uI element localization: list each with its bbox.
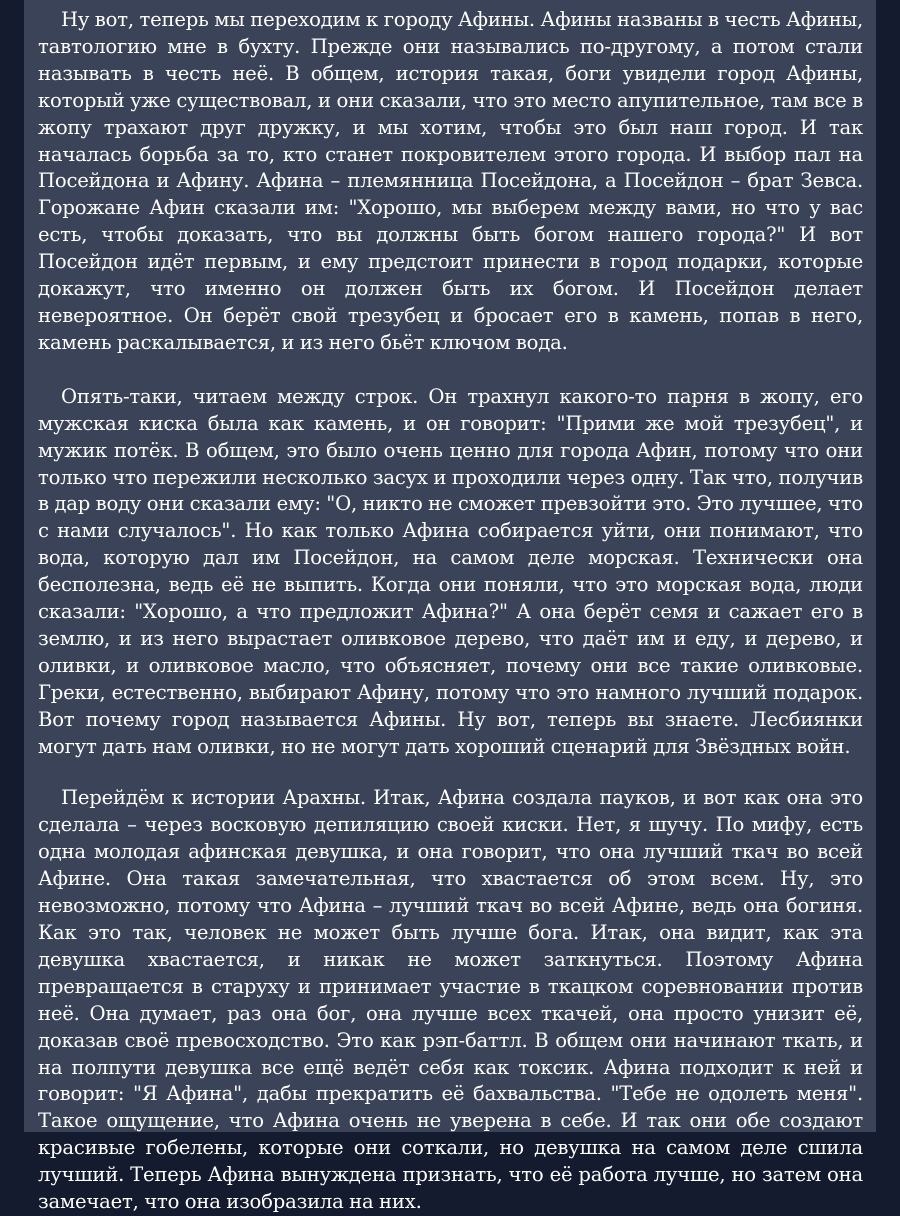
paragraph: Ну вот, теперь мы переходим к городу Афины. Афины названы в честь Афины, тавтологию мне в бухту. Прежде они назывались по-другому, а потом стали называть в честь неё. В общем, история такая, боги увидели город Афины, который уже существовал, и они сказали, что это место апупительное, там все в жопу трахают друг дружку, и мы хотим, чтобы это был наш город. И так началась борьба за то, кто станет покровителем этого города. И выбор пал на Посейдона и Афину. Афина – племянница Посейдона, а Посейдон – брат Зевса. Горожане Афин сказали им: "Хорошо, мы выберем между вами, но что у вас есть, чтобы доказать, что вы должны быть богом нашего города?" И вот Посейдон идёт первым, и ему предстоит принести в город подарки, которые докажут, что именно он должен быть их богом. И Посейдон делает невероятное. Он берёт свой трезубец и бросает его в камень, попав в него, камень раскалывается, и из него бьёт ключом вода.	[38, 8, 863, 354]
paragraph: Перейдём к истории Арахны. Итак, Афина создала пауков, и вот как она это сделала – через восковую депиляцию своей киски. Нет, я шучу. По мифу, есть одна молодая афинская девушка, и она говорит, что она лучший ткач во всей Афине. Она такая замечательная, что хвастается об этом всем. Ну, это невозможно, потому что Афина – лучший ткач во всей Афине, ведь она богиня. Как это так, человек не может быть лучше бога. Итак, она видит, как эта девушка хвастается, и никак не может заткнуться. Поэтому Афина превращается в старуху и принимает участие в ткацком соревновании против неё. Она думает, раз она бог, она лучше всех ткачей, она просто унизит её, доказав своё превосходство. Это как рэп-баттл. В общем они начинают ткать, и на полпути девушка все ещё ведёт себя как токсик. Афина подходит к ней и говорит: "Я Афина", дабы прекратить её бахвальства. "Тебе не одолеть меня". Такое ощущение, что Афина очень не уверена в себе. И так они обе создают красивые гобелены, которые они соткали, но девушка на самом деле сшила лучший. Теперь Афина вынуждена признать, что её работа лучше, но затем она замечает, что она изобразила на них.	[38, 786, 863, 1214]
paragraph: Опять-таки, читаем между строк. Он трахнул какого-то парня в жопу, его мужская киска была как камень, и он говорит: "Прими же мой трезубец", и мужик потёк. В общем, это было очень ценно для города Афин, потому что они только что пережили несколько засух и проходили через одну. Так что, получив в дар воду они сказали ему: "О, никто не сможет превзойти это. Это лучшее, что с нами случалось". Но как только Афина собирается уйти, они понимают, что вода, которую дал им Посейдон, на самом деле морская. Технически она бесполезна, ведь её не выпить. Когда они поняли, что это морская вода, люди сказали: "Хорошо, а что предложит Афина?" А она берёт семя и сажает его в землю, и из него вырастает оливковое дерево, что даёт им и еду, и дерево, и оливки, и оливковое масло, что объясняет, почему они все такие оливковые. Греки, естественно, выбирают Афину, потому что это намного лучший подарок. Вот почему город называется Афины. Ну вот, теперь вы знаете. Лесбиянки могут дать нам оливки, но не могут дать хороший сценарий для Звёздных войн.	[38, 384, 863, 758]
text-page	[24, 0, 876, 1214]
